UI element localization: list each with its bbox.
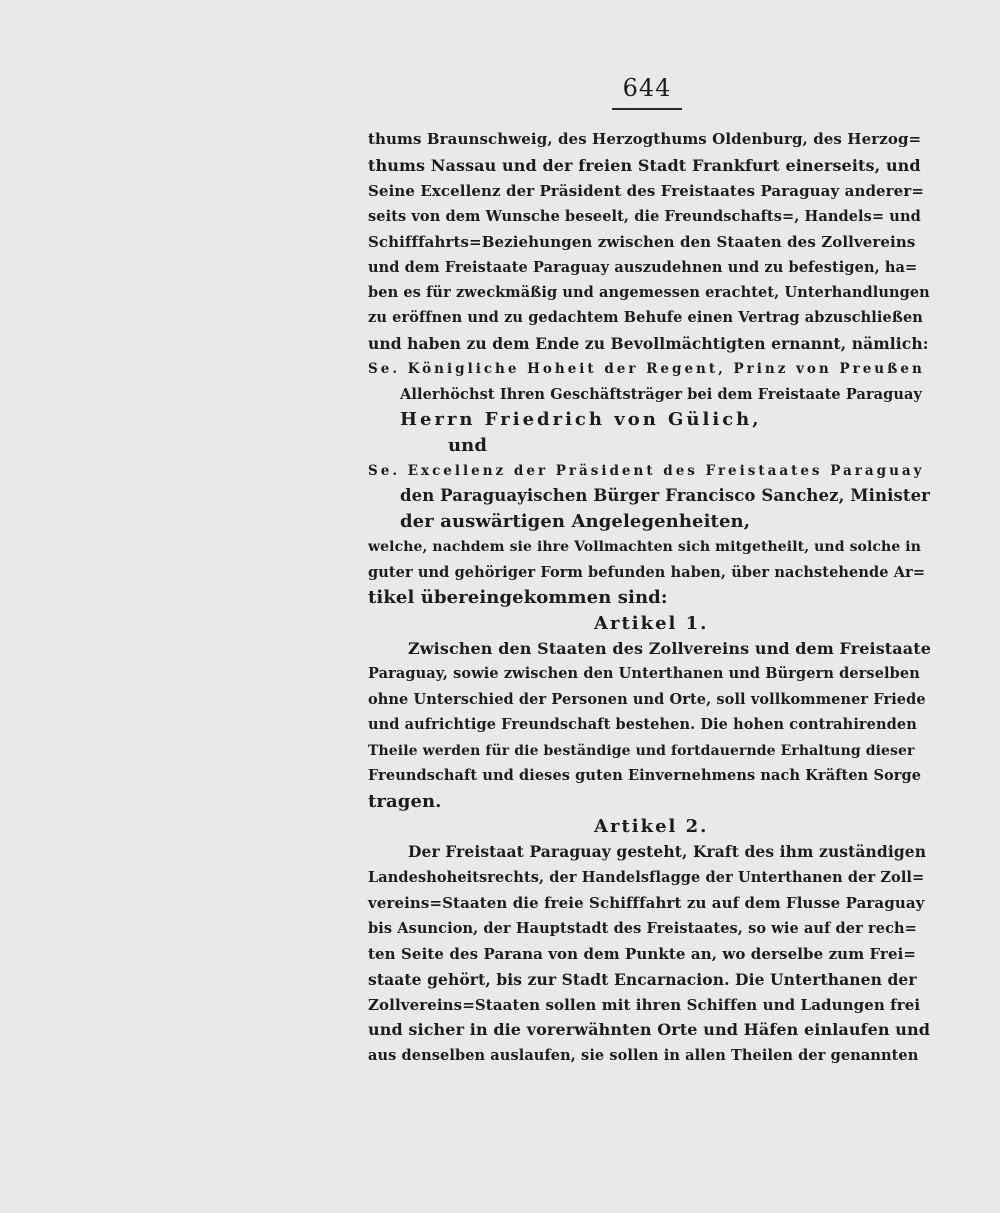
text-line: ben es für zweckmäßig und angemessen erachtet, Unterhandlungen xyxy=(368,284,930,301)
text-line: tragen. xyxy=(368,791,442,812)
text-line: Seine Excellenz der Präsident des Freistaates Paraguay anderer= xyxy=(368,182,924,200)
text-line: den Paraguayischen Bürger Francisco Sanchez, Minister xyxy=(400,486,930,505)
text-line: aus denselben auslaufen, sie sollen in allen Theilen der genannten xyxy=(368,1047,919,1064)
text-line: tikel übereingekommen sind: xyxy=(368,587,668,608)
header-rule xyxy=(612,108,682,110)
text-line: und xyxy=(448,435,488,456)
text-line: und haben zu dem Ende zu Bevollmächtigten ernannt, nämlich: xyxy=(368,334,929,353)
text-line: welche, nachdem sie ihre Vollmachten sich mitgetheilt, und solche in xyxy=(368,539,921,555)
text-line: Se. Excellenz der Präsident des Freistaates Paraguay xyxy=(368,463,925,479)
text-line: und dem Freistaate Paraguay auszudehnen und zu befestigen, ha= xyxy=(368,259,918,276)
text-line: ohne Unterschied der Personen und Orte, soll vollkommener Friede xyxy=(368,691,926,708)
text-line: guter und gehöriger Form befunden haben, über nachstehende Ar= xyxy=(368,564,926,581)
text-line: staate gehört, bis zur Stadt Encarnacion. Die Unterthanen der xyxy=(368,970,917,989)
text-line: Freundschaft und dieses guten Einvernehmens nach Kräften Sorge xyxy=(368,767,922,784)
text-line: Zollvereins=Staaten sollen mit ihren Schiffen und Ladungen frei xyxy=(368,996,921,1014)
text-line: und aufrichtige Freundschaft bestehen. Die hohen contrahirenden xyxy=(368,716,917,733)
text-line: bis Asuncion, der Hauptstadt des Freistaates, so wie auf der rech= xyxy=(368,920,917,937)
text-line: zu eröffnen und zu gedachtem Behufe einen Vertrag abzuschließen xyxy=(368,309,923,326)
text-line: Landeshoheitsrechts, der Handelsflagge der Unterthanen der Zoll= xyxy=(368,869,925,886)
text-line: Der Freistaat Paraguay gesteht, Kraft des ihm zuständigen xyxy=(408,842,927,861)
article-heading: Artikel 1. xyxy=(594,613,709,634)
text-line: Schifffahrts=Beziehungen zwischen den Staaten des Zollvereins xyxy=(368,233,916,251)
text-line: Theile werden für die beständige und fortdauernde Erhaltung dieser xyxy=(368,743,915,759)
text-line: Paraguay, sowie zwischen den Unterthanen und Bürgern derselben xyxy=(368,665,920,682)
text-line: und sicher in die vorerwähnten Orte und Häfen einlaufen und xyxy=(368,1020,931,1039)
text-line: Allerhöchst Ihren Geschäftsträger bei dem Freistaate Paraguay xyxy=(400,386,923,403)
text-line: ten Seite des Parana von dem Punkte an, wo derselbe zum Frei= xyxy=(368,945,917,963)
text-line: thums Nassau und der freien Stadt Frankfurt einerseits, und xyxy=(368,156,921,175)
text-line: Se. Königliche Hoheit der Regent, Prinz von Preußen xyxy=(368,361,925,377)
text-line: Herrn Friedrich von Gülich, xyxy=(400,409,762,430)
article-heading: Artikel 2. xyxy=(594,816,709,837)
text-line: der auswärtigen Angelegenheiten, xyxy=(400,511,751,532)
page-number: 644 xyxy=(622,74,672,102)
text-line: Zwischen den Staaten des Zollvereins und dem Freistaate xyxy=(408,639,932,658)
text-line: thums Braunschweig, des Herzogthums Oldenburg, des Herzog= xyxy=(368,130,922,148)
text-line: seits von dem Wunsche beseelt, die Freundschafts=, Handels= und xyxy=(368,208,921,225)
text-line: vereins=Staaten die freie Schifffahrt zu auf dem Flusse Paraguay xyxy=(368,894,925,912)
